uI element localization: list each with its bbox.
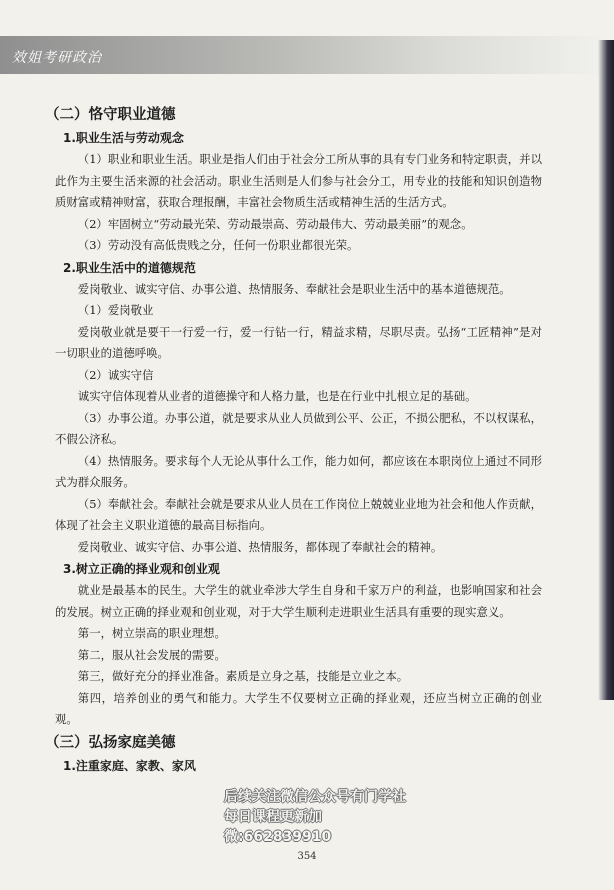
paragraph: 第二，服从社会发展的需要。 <box>77 647 226 662</box>
page-content <box>45 103 542 777</box>
paragraph: 第三，做好充分的择业准备。素质是立身之基，技能是立业之本。 <box>77 669 409 683</box>
paragraph: （3）劳动没有高低贵贱之分，任何一份职业都很光荣。 <box>77 238 359 252</box>
page-number: 354 <box>297 851 317 862</box>
paragraph: （5）奉献社会。奉献社会就是要求从业人员在工作岗位上兢兢业业地为社会和他人作贡献，体现了社会主义职业道德的最高目标指向。 <box>55 496 542 532</box>
paragraph: （1）爱岗敬业 <box>77 303 154 317</box>
watermark-line-1: 后续关注微信公众号有门学社 <box>224 789 406 805</box>
book-edge-shadow <box>598 40 614 700</box>
paragraph: （2）牢固树立“劳动最光荣、劳动最崇高、劳动最伟大、劳动最美丽”的观念。 <box>77 216 473 231</box>
paragraph: 诚实守信体现着从业者的道德操守和人格力量，也是在行业中扎根立足的基础。 <box>77 389 477 403</box>
paragraph: 第一，树立崇高的职业理想。 <box>77 626 226 640</box>
paragraph: （3）办事公道。办事公道，就是要求从业人员做到公平、公正，不损公肥私，不以权谋私，不假公济私。 <box>55 410 542 446</box>
sub-heading: 2.职业生活中的道德规范 <box>63 260 196 275</box>
section-heading: （三）弘扬家庭美德 <box>45 734 176 751</box>
paragraph: 就业是最基本的民生。大学生的就业牵涉大学生自身和千家万户的利益，也影响国家和社会的发展。树立正确的择业观和创业观，对于大学生顺利走进职业生活具有重要的现实意义。 <box>55 583 542 619</box>
paragraph: 爱岗敬业就是要干一行爱一行，爱一行钻一行，精益求精，尽职尽责。弘扬“工匠精神”是对一切职业的道德呼唤。 <box>55 324 542 360</box>
sub-heading: 3.树立正确的择业观和创业观 <box>63 562 220 576</box>
section-heading: （二）恪守职业道德 <box>45 107 176 123</box>
sub-heading: 1.注重家庭、家教、家风 <box>63 758 196 773</box>
header-title: 效姐考研政治 <box>12 50 102 66</box>
watermark-line-2: 每日课程更新加微:662839910 <box>224 809 332 845</box>
paragraph: 爱岗敬业、诚实守信、办事公道、热情服务、奉献社会是职业生活中的基本道德规范。 <box>77 281 511 296</box>
paragraph: （2）诚实守信 <box>77 367 154 382</box>
paragraph: 爱岗敬业、诚实守信、办事公道、热情服务，都体现了奉献社会的精神。 <box>77 539 443 554</box>
paragraph: （1）职业和职业生活。职业是指人们由于社会分工所从事的具有专门业务和特定职责，并以此作为主要生活来源的社会活动。职业生活则是人们参与社会分工，用专业的技能和知识创造物质财富或精神财富，获取合理报酬，丰富社会物质生活或精神生活的生活方式。 <box>55 152 542 209</box>
watermark <box>224 787 424 847</box>
paragraph: 第四，培养创业的勇气和能力。大学生不仅要树立正确的择业观，还应当树立正确的创业观。 <box>55 690 542 726</box>
paragraph: （4）热情服务。要求每个人无论从事什么工作，能力如何，都应该在本职岗位上通过不同形式为群众服务。 <box>55 453 542 489</box>
sub-heading: 1.职业生活与劳动观念 <box>63 131 184 145</box>
